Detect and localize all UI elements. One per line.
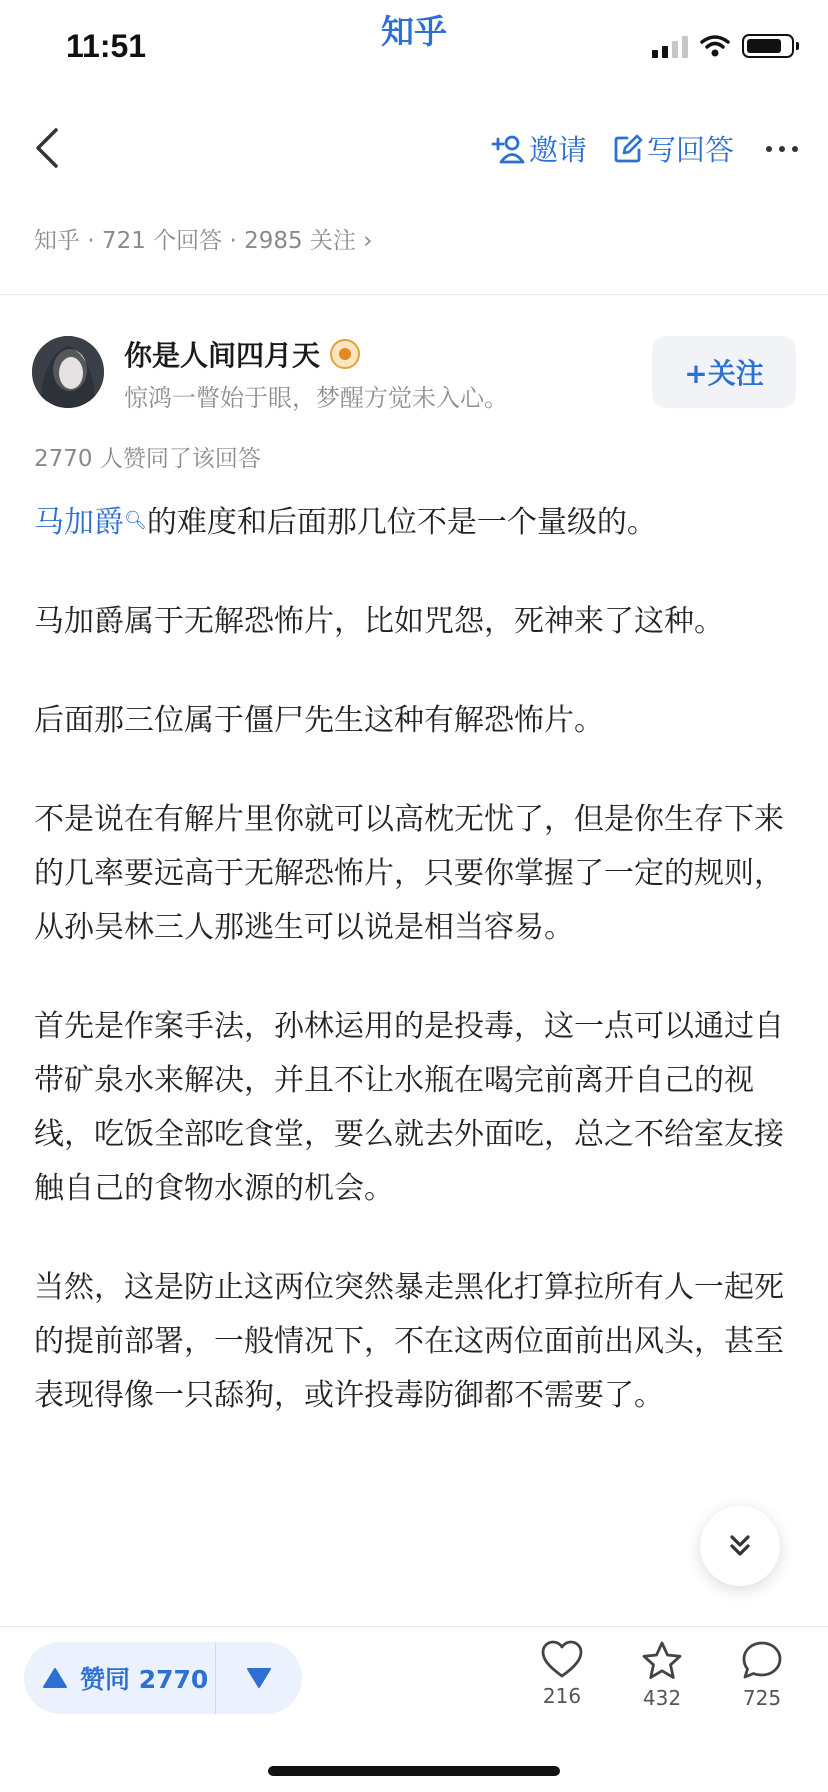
paragraph: 当然，这是防止这两位突然暴走黑化打算拉所有人一起死的提前部署，一般情况下，不在这两位面前出风头，甚至表现得像一只舔狗，或许投毒防御都不需要了。 — [34, 1270, 784, 1413]
author-bio: 惊鸿一瞥始于眼，梦醒方觉未入心。 — [124, 384, 508, 412]
more-options-button[interactable] — [760, 146, 804, 152]
add-user-icon — [491, 133, 525, 165]
paragraph: 马加爵🔍︎的难度和后面那几位不是一个量级的。 — [34, 505, 657, 540]
edit-icon — [613, 134, 643, 164]
author-name-row[interactable] — [124, 334, 360, 374]
comment-count: 725 — [742, 1686, 782, 1710]
write-answer-label: 写回答 — [646, 133, 734, 167]
triangle-down-icon — [246, 1667, 272, 1689]
comment-icon — [740, 1640, 784, 1682]
paragraph: 马加爵属于无解恐怖片，比如咒怨，死神来了这种。 — [34, 604, 724, 639]
scroll-down-button[interactable] — [700, 1506, 780, 1586]
back-button[interactable] — [30, 122, 66, 174]
wifi-icon — [700, 34, 730, 58]
nav-actions — [491, 128, 804, 169]
upvote-button[interactable] — [24, 1642, 216, 1714]
vote-control — [24, 1642, 302, 1714]
downvote-button[interactable] — [216, 1642, 302, 1714]
search-icon: 🔍︎ — [124, 510, 147, 531]
cellular-signal-icon — [652, 34, 688, 58]
invite-button[interactable] — [491, 128, 587, 169]
home-indicator[interactable] — [268, 1766, 560, 1776]
star-icon — [640, 1640, 684, 1682]
write-answer-button[interactable] — [613, 128, 734, 169]
vote-summary: 2770 人赞同了该回答 — [34, 446, 261, 472]
battery-icon — [742, 34, 794, 58]
author-name: 你是人间四月天 — [124, 339, 321, 372]
like-count: 216 — [542, 1684, 582, 1708]
badge-icon — [330, 339, 360, 369]
chevron-left-icon — [30, 122, 66, 174]
divider — [0, 294, 828, 295]
answer-content — [34, 494, 796, 1468]
more-dot-icon — [779, 146, 785, 152]
app-title: 知乎 — [381, 12, 447, 51]
invite-label: 邀请 — [528, 133, 587, 167]
like-button[interactable] — [522, 1640, 602, 1708]
favorite-count: 432 — [642, 1686, 682, 1710]
triangle-up-icon — [42, 1667, 68, 1689]
keyword-link[interactable]: 马加爵 — [34, 505, 124, 540]
favorite-button[interactable] — [622, 1640, 702, 1710]
heart-icon — [540, 1640, 584, 1680]
status-time: 11:51 — [66, 28, 147, 64]
follow-button[interactable]: +关注 — [652, 336, 796, 408]
upvote-label: 赞同 2770 — [80, 1665, 209, 1694]
status-icons — [652, 34, 794, 58]
double-chevron-down-icon — [725, 1531, 755, 1561]
paragraph: 后面那三位属于僵尸先生这种有解恐怖片。 — [34, 703, 604, 738]
paragraph: 不是说在有解片里你就可以高枕无忧了，但是你生存下来的几率要远高于无解恐怖片，只要你掌握了一定的规则，从孙吴林三人那逃生可以说是相当容易。 — [34, 802, 784, 945]
question-meta[interactable]: 知乎 · 721 个回答 · 2985 关注 › — [34, 228, 373, 254]
avatar-image — [32, 336, 104, 408]
more-dot-icon — [766, 146, 772, 152]
more-dot-icon — [792, 146, 798, 152]
avatar[interactable] — [32, 336, 104, 408]
paragraph: 首先是作案手法，孙林运用的是投毒，这一点可以通过自带矿泉水来解决，并且不让水瓶在喝完前离开自己的视线，吃饭全部吃食堂，要么就去外面吃，总之不给室友接触自己的食物水源的机会。 — [34, 1009, 784, 1206]
comment-button[interactable] — [722, 1640, 802, 1710]
